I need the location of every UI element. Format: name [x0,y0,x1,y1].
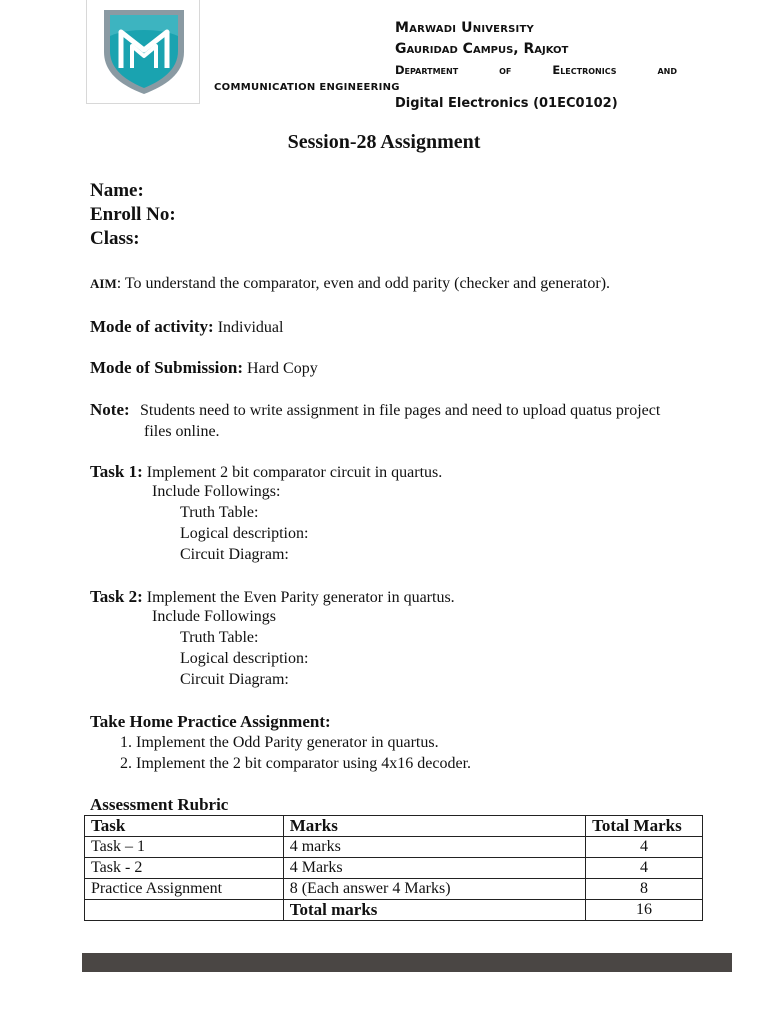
task-1-label: Task 1: [90,462,143,481]
total-value: 16 [586,900,703,921]
mode-submission-value: Hard Copy [243,360,318,377]
course-name: Digital Electronics (01EC0102) [395,96,618,111]
task-2-label: Task 2: [90,587,143,606]
task-1-include: Include Followings: [152,483,281,500]
table-cell: 4 Marks [283,858,585,879]
task-2-item: Truth Table: [180,629,259,646]
note-line-2: files online. [144,423,220,440]
university-logo [86,0,200,104]
aim-text: : To understand the comparator, even and odd parity (checker and generator). [116,275,611,292]
table-cell: 8 (Each answer 4 Marks) [283,879,585,900]
note-line-1: Students need to write assignment in file pages and need to upload quatus project [140,402,661,419]
table-header-row [85,816,703,837]
task-2-text: Implement the Even Parity generator in quartus. [142,589,455,606]
rubric-table [84,815,703,921]
mode-of-submission [90,358,318,378]
university-name: Marwadi University [395,20,534,36]
table-cell: Practice Assignment [85,879,284,900]
list-item: 2. Implement the 2 bit comparator using 4x16 decoder. [136,753,471,774]
aim-label: AIM [90,276,117,291]
table-cell: Task – 1 [85,837,284,858]
dept-word: Electronics [552,63,617,77]
shield-logo-icon [101,6,187,96]
task-1-item: Circuit Diagram: [180,546,289,563]
campus-name: Gauridad Campus, Rajkot [395,41,569,57]
task-1-text: Implement 2 bit comparator circuit in quartus. [142,464,443,481]
dept-word: of [499,63,512,77]
task-2-include: Include Followings [152,608,276,625]
table-row [85,879,703,900]
table-total-row [85,900,703,921]
footer-bar [82,953,732,972]
table-row [85,858,703,879]
aim-line [90,275,610,293]
department-line [395,63,677,77]
practice-list [100,732,471,774]
dept-word: Department [395,63,459,77]
table-cell: Task - 2 [85,858,284,879]
task-2-item: Logical description: [180,650,309,667]
table-row [85,837,703,858]
task-2 [90,587,455,607]
rubric-heading: Assessment Rubric [90,795,229,814]
page-title: Session-28 Assignment [287,131,481,153]
mode-submission-label: Mode of Submission: [90,358,244,377]
task-1 [90,462,442,482]
table-cell: 4 [586,858,703,879]
name-label: Name: [90,180,144,201]
mode-activity-label: Mode of activity: [90,317,214,336]
department-line-2: COMMUNICATION ENGINEERING [214,82,400,93]
column-header: Marks [283,816,585,837]
class-label: Class: [90,228,140,249]
total-label: Total marks [283,900,585,921]
mode-of-activity [90,317,283,337]
table-cell: 4 marks [283,837,585,858]
task-1-item: Logical description: [180,525,309,542]
table-cell: 8 [586,879,703,900]
enroll-label: Enroll No: [90,204,176,225]
task-2-item: Circuit Diagram: [180,671,289,688]
note-text [140,400,730,442]
task-1-item: Truth Table: [180,504,259,521]
table-cell [85,900,284,921]
column-header: Total Marks [586,816,703,837]
list-item: 1. Implement the Odd Parity generator in quartus. [136,732,471,753]
mode-activity-value: Individual [213,319,284,336]
column-header: Task [85,816,284,837]
dept-word: and [657,63,677,77]
table-cell: 4 [586,837,703,858]
practice-heading: Take Home Practice Assignment: [90,712,331,731]
note-label: Note: [90,400,130,419]
